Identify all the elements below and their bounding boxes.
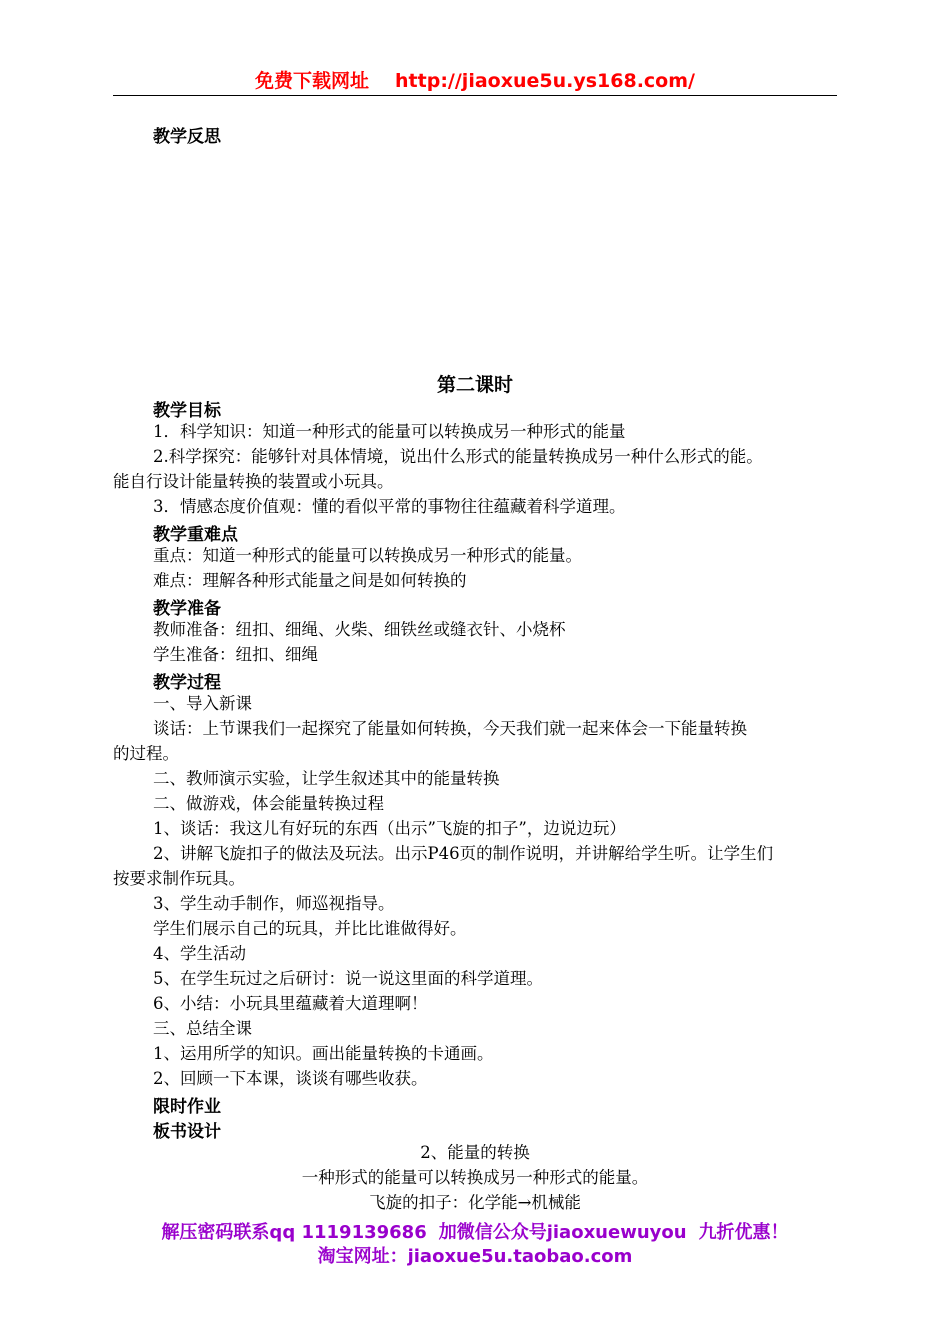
process-line: 5、在学生玩过之后研讨：说一说这里面的科学道理。 [153, 969, 543, 988]
homework-heading: 限时作业 [153, 1097, 221, 1117]
lesson-title: 第二课时 [436, 374, 513, 396]
process-line: 1、谈话：我这儿有好玩的东西（出示”飞旋的扣子”，边说边玩） [153, 819, 626, 838]
footer-wechat: 加微信公众号jiaoxuewuyou [438, 1222, 687, 1243]
process-line: 的过程。 [113, 744, 179, 763]
board-line: 2、能量的转换 [420, 1143, 530, 1162]
process-line: 2、讲解飞旋扣子的做法及玩法。出示P46页的制作说明，并讲解给学生听。让学生们 [153, 844, 774, 863]
process-line: 一、导入新课 [153, 694, 252, 713]
header-label: 免费下载网址 [255, 70, 370, 92]
footer-qq: 解压密码联系qq 1119139686 [161, 1222, 427, 1243]
process-line: 二、做游戏，体会能量转换过程 [153, 794, 384, 813]
preparation-line: 学生准备：纽扣、细绳 [153, 645, 318, 664]
objective-line: 3．情感态度价值观：懂的看似平常的事物往往蕴藏着科学道理。 [153, 497, 626, 516]
header-divider [113, 95, 837, 96]
preparation-heading: 教学准备 [153, 599, 221, 619]
key-point-line: 难点：理解各种形式能量之间是如何转换的 [153, 571, 467, 590]
process-line: 4、学生活动 [153, 944, 246, 963]
footer-taobao-link[interactable]: 淘宝网址：jiaoxue5u.taobao.com [317, 1246, 633, 1267]
objective-line: 2.科学探究：能够针对具体情境，说出什么形式的能量转换成另一种什么形式的能。 [153, 447, 763, 466]
process-line: 1、运用所学的知识。画出能量转换的卡通画。 [153, 1044, 494, 1063]
process-line: 谈话：上节课我们一起探究了能量如何转换，今天我们就一起来体会一下能量转换 [153, 719, 747, 738]
process-line: 6、小结：小玩具里蕴藏着大道理啊！ [153, 994, 428, 1013]
key-point-line: 重点：知道一种形式的能量可以转换成另一种形式的能量。 [153, 546, 582, 565]
objective-line: 能自行设计能量转换的装置或小玩具。 [113, 472, 394, 491]
process-line: 三、总结全课 [153, 1019, 252, 1038]
board-line: 一种形式的能量可以转换成另一种形式的能量。 [301, 1168, 649, 1187]
reflection-heading: 教学反思 [153, 127, 221, 147]
header-url-link[interactable]: http://jiaoxue5u.ys168.com/ [395, 70, 695, 92]
process-line: 二、教师演示实验，让学生叙述其中的能量转换 [153, 769, 500, 788]
key-points-heading: 教学重难点 [153, 525, 238, 545]
process-line: 3、学生动手制作，师巡视指导。 [153, 894, 395, 913]
process-line: 2、回顾一下本课，谈谈有哪些收获。 [153, 1069, 428, 1088]
board-line: 飞旋的扣子：化学能→机械能 [369, 1193, 581, 1212]
page-header [113, 66, 837, 93]
objective-line: 1．科学知识：知道一种形式的能量可以转换成另一种形式的能量 [153, 422, 626, 441]
board-design-heading: 板书设计 [153, 1122, 221, 1142]
process-line: 学生们展示自己的玩具，并比比谁做得好。 [153, 919, 467, 938]
objectives-heading: 教学目标 [153, 401, 221, 421]
footer-discount: 九折优惠！ [698, 1222, 789, 1243]
process-line: 按要求制作玩具。 [113, 869, 245, 888]
process-heading: 教学过程 [153, 673, 221, 693]
footer-contact [0, 1218, 950, 1244]
preparation-line: 教师准备：纽扣、细绳、火柴、细铁丝或缝衣针、小烧杯 [153, 620, 566, 639]
